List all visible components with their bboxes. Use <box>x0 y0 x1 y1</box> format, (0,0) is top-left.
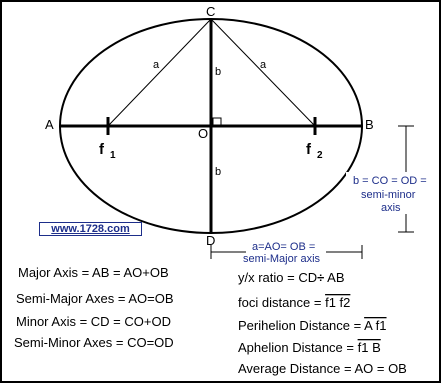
focus-2-label: f <box>306 141 311 158</box>
formula-yx-ratio <box>238 270 345 285</box>
focus-2-subscript: 2 <box>317 150 323 161</box>
website-link[interactable]: www.1728.com <box>39 222 142 236</box>
segment-label-b-lower: b <box>215 166 222 178</box>
semi-major-note-line-1: a=AO= OB = <box>252 241 316 253</box>
formula-major-axis: Major Axis = AB = AO+OB <box>18 265 169 280</box>
segment-label-a-left: a <box>153 59 160 71</box>
formula-semi-minor-axes: Semi-Minor Axes = CO=OD <box>14 335 174 350</box>
formula-perihelion <box>238 318 387 333</box>
semi-minor-note-line-2: semi-minor <box>361 189 416 201</box>
formula-minor-axis: Minor Axis = CD = CO+OD <box>16 314 171 329</box>
semi-major-note-line-2: semi-Major axis <box>243 253 321 265</box>
semi-minor-note-line-3: axis <box>381 202 401 214</box>
formula-foci-distance-over: f1 f2 <box>325 295 351 310</box>
point-label-d: D <box>206 233 216 248</box>
focal-radius-left <box>108 19 211 126</box>
formula-foci-distance <box>238 295 350 310</box>
focus-1-label: f <box>99 141 104 158</box>
segment-label-b-upper: b <box>215 66 222 78</box>
formula-semi-major-axes: Semi-Major Axes = AO=OB <box>16 291 174 306</box>
formula-perihelion-text: Perihelion Distance = <box>238 318 365 333</box>
formula-perihelion-over: A f1 <box>364 318 387 333</box>
segment-label-a-right: a <box>260 59 267 71</box>
focus-1-subscript: 1 <box>110 150 116 161</box>
point-label-b: B <box>365 117 374 132</box>
semi-minor-note-line-1: b = CO = OD = <box>353 175 427 187</box>
formula-average-distance: Average Distance = AO = OB <box>238 361 407 376</box>
point-label-a: A <box>45 117 54 132</box>
divide-icon: ÷ <box>317 270 325 285</box>
point-label-c: C <box>206 4 216 19</box>
point-label-o: O <box>198 126 209 141</box>
focal-radius-right <box>211 19 315 126</box>
formula-yx-ratio-text: y/x ratio = CD <box>238 270 318 285</box>
formula-yx-ratio-tail: AB <box>324 270 345 285</box>
formula-aphelion <box>238 340 381 355</box>
formula-aphelion-over: f1 B <box>357 340 381 355</box>
formula-aphelion-text: Aphelion Distance = <box>238 340 358 355</box>
formula-foci-distance-text: foci distance = <box>238 295 326 310</box>
